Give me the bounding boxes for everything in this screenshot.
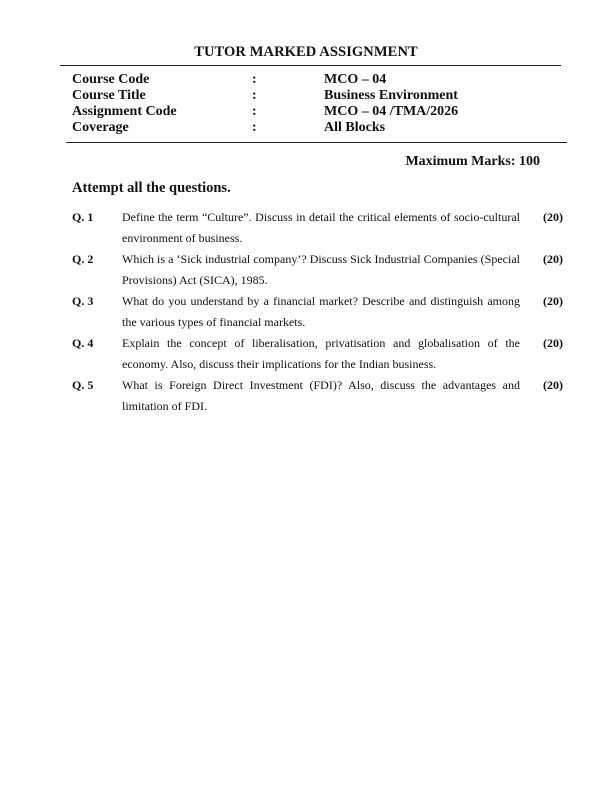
meta-label: Coverage	[72, 120, 129, 135]
meta-label: Assignment Code	[72, 104, 177, 119]
meta-label: Course Title	[72, 88, 146, 103]
meta-value: Business Environment	[324, 88, 458, 103]
course-details	[72, 72, 552, 136]
question-number: Q. 1	[72, 210, 94, 224]
question-text: Which is a ‘Sick industrial company’? Discuss Sick Industrial Companies (Special Provisions) Act (SICA), 1985.	[122, 252, 520, 287]
question-marks: (20)	[543, 294, 563, 308]
maximum-marks: Maximum Marks: 100	[405, 154, 540, 169]
meta-value: All Blocks	[324, 120, 386, 135]
question-text: Define the term “Culture”. Discuss in detail the critical elements of socio-cultural environment of business.	[122, 210, 520, 245]
coverage-row	[72, 120, 552, 136]
question-marks: (20)	[543, 378, 563, 392]
question-list	[72, 207, 568, 417]
instruction-heading: Attempt all the questions.	[72, 180, 231, 196]
question-item	[72, 375, 568, 416]
question-number: Q. 5	[72, 378, 94, 392]
question-number: Q. 2	[72, 252, 94, 266]
question-item	[72, 291, 568, 332]
question-text: What do you understand by a financial market? Describe and distinguish among the various types of financial markets.	[122, 294, 520, 329]
document-title: TUTOR MARKED ASSIGNMENT	[194, 44, 418, 60]
header-top-rule	[60, 65, 561, 66]
question-marks: (20)	[543, 252, 563, 266]
meta-colon: :	[252, 120, 257, 135]
question-number: Q. 3	[72, 294, 94, 308]
question-marks: (20)	[543, 210, 563, 224]
course-title-row	[72, 88, 552, 104]
question-text: What is Foreign Direct Investment (FDI)? Also, discuss the advantages and limitation of FDI.	[122, 378, 520, 413]
question-number: Q. 4	[72, 336, 94, 350]
course-code-row	[72, 72, 552, 88]
question-marks: (20)	[543, 336, 563, 350]
question-item	[72, 249, 568, 290]
meta-value: MCO – 04 /TMA/2026	[324, 104, 459, 119]
question-item	[72, 333, 568, 374]
meta-colon: :	[252, 72, 257, 87]
question-item	[72, 207, 568, 248]
meta-value: MCO – 04	[324, 72, 387, 87]
meta-label: Course Code	[72, 72, 150, 87]
meta-colon: :	[252, 104, 257, 119]
question-text: Explain the concept of liberalisation, privatisation and globalisation of the economy. Also, discuss their implications for the Indian business.	[122, 336, 520, 371]
header-bottom-rule	[66, 142, 567, 143]
meta-colon: :	[252, 88, 257, 103]
assignment-code-row	[72, 104, 552, 120]
